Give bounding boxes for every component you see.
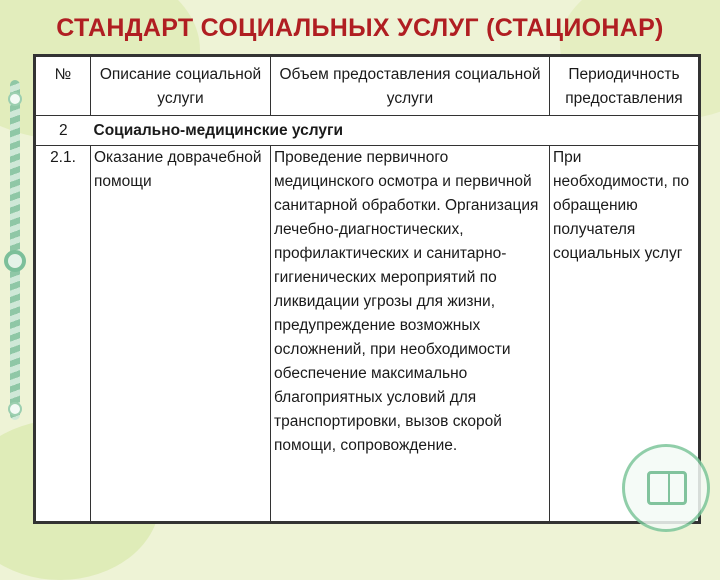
book-emblem-icon (622, 444, 710, 532)
section-number: 2 (36, 116, 91, 146)
standard-table-container (33, 54, 701, 524)
row-description: Оказание доврачебной помощи (91, 146, 271, 522)
row-number: 2.1. (36, 146, 91, 522)
book-spine (668, 474, 670, 502)
section-title: Социально-медицинские услуги (91, 116, 699, 146)
section-row (36, 116, 699, 146)
header-periodicity: Периодичность предоставления (550, 57, 699, 116)
row-volume: Проведение первичного медицинского осмотра и первичной санитарной обработки. Организация лечебно-диагностических, профилактических и санитарно-гигиенических мероприятий по ликвидации угрозы для жизни, предупреждение возможных осложнений, при необходимости обеспечение максимально благоприятных условий для транспортировки, вызов скорой помощи, сопровождение. (271, 146, 550, 522)
header-description: Описание социальной услуги (91, 57, 271, 116)
header-volume: Объем предоставления социальной услуги (271, 57, 550, 116)
rope-knot-icon (4, 250, 26, 272)
page-title: СТАНДАРТ СОЦИАЛЬНЫХ УСЛУГ (СТАЦИОНАР) (56, 14, 664, 42)
rope-ring-icon (8, 92, 22, 106)
services-table (35, 56, 699, 522)
table-row (36, 146, 699, 522)
header-number: № (36, 57, 91, 116)
row-periodicity: При необходимости, по обращению получателя социальных услуг (550, 146, 699, 522)
book-icon (647, 471, 687, 505)
table-header-row (36, 57, 699, 116)
rope-ring-icon (8, 402, 22, 416)
